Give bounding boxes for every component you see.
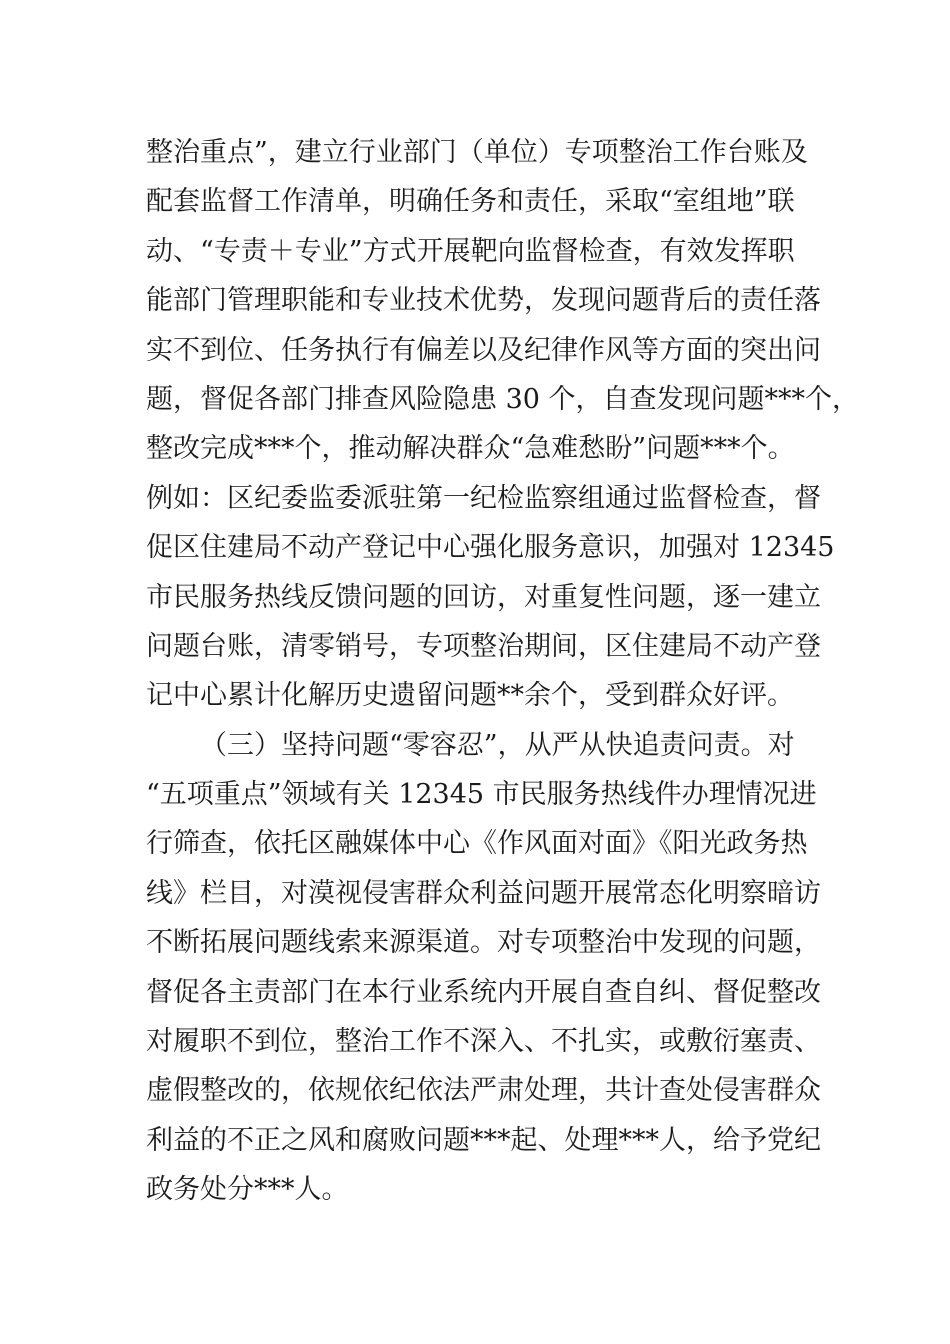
text-line: 督促各主责部门在本行业系统内开展自查自纠、督促整改 <box>146 976 821 1008</box>
text-line: 动、“专责＋专业”方式开展靶向监督检查，有效发挥职 <box>146 235 795 267</box>
text-line: 实不到位、任务执行有偏差以及纪律作风等方面的突出问 <box>146 334 821 366</box>
text-line: 能部门管理职能和专业技术优势，发现问题背后的责任落 <box>146 285 821 317</box>
text-line: 促区住建局不动产登记中心强化服务意识，加强对 12345 <box>146 532 835 564</box>
text-line: 线》栏目，对漠视侵害群众利益问题开展常态化明察暗访 <box>146 877 821 909</box>
text-line: 例如：区纪委监委派驻第一纪检监察组通过监督检查，督 <box>146 482 821 514</box>
text-line: 问题台账，清零销号，专项整治期间，区住建局不动产登 <box>146 630 821 662</box>
body-text <box>146 128 860 1215</box>
text-line: 记中心累计化解历史遗留问题**余个，受到群众好评。 <box>146 680 794 712</box>
text-line: 利益的不正之风和腐败问题***起、处理***人，给予党纪 <box>146 1124 821 1156</box>
text-line: 市民服务热线反馈问题的回访，对重复性问题，逐一建立 <box>146 581 821 613</box>
text-line: 政务处分***人。 <box>146 1174 349 1206</box>
text-line: 虚假整改的，依规依纪依法严肃处理，共计查处侵害群众 <box>146 1075 821 1107</box>
text-line: 对履职不到位，整治工作不深入、不扎实，或敷衍塞责、 <box>146 1026 821 1058</box>
text-line: 整改完成***个，推动解决群众“急难愁盼”问题***个。 <box>146 433 795 465</box>
text-line: 行筛查，依托区融媒体中心《作风面对面》《阳光政务热 <box>146 828 808 860</box>
text-line: “五项重点”领域有关 12345 市民服务热线件办理情况进 <box>146 779 817 811</box>
text-line: 整治重点”，建立行业部门（单位）专项整治工作台账及 <box>146 137 808 168</box>
section-heading-line: （三）坚持问题“零容忍”，从严从快追责问责。对 <box>200 729 795 761</box>
text-line: 配套监督工作清单，明确任务和责任，采取“室组地”联 <box>146 186 795 218</box>
text-line: 不断拓展问题线索来源渠道。对专项整治中发现的问题， <box>146 927 821 959</box>
text-line: 题，督促各部门排查风险隐患 30 个，自查发现问题***个， <box>146 383 860 415</box>
